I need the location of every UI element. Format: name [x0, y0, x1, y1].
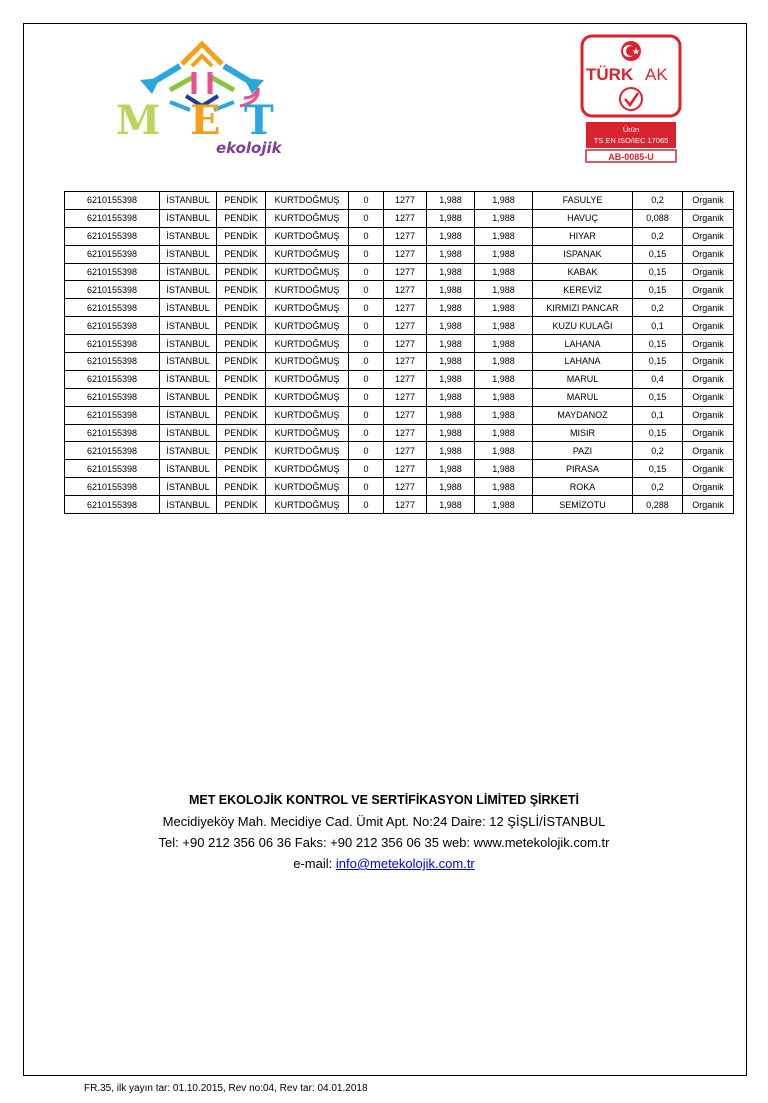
cell-province: İSTANBUL	[160, 192, 217, 210]
cell-status: Organik	[683, 245, 734, 263]
cell-product: SEMİZOTU	[533, 496, 633, 514]
logo-met-letters	[116, 97, 274, 144]
cell-area: 1,988	[427, 478, 475, 496]
cell-product: FASULYE	[533, 192, 633, 210]
cell-product: ROKA	[533, 478, 633, 496]
cell-quantity: 0,15	[633, 281, 683, 299]
cell-district: PENDİK	[217, 388, 266, 406]
cell-product: KIRMIZI PANCAR	[533, 299, 633, 317]
cell-parcel-no: 0	[349, 245, 384, 263]
cell-parcel-no: 0	[349, 424, 384, 442]
cell-status: Organik	[683, 192, 734, 210]
cell-island-no: 1277	[384, 460, 427, 478]
cell-product: ISPANAK	[533, 245, 633, 263]
cell-producer-id: 6210155398	[65, 263, 160, 281]
cell-area: 1,988	[427, 442, 475, 460]
cell-area: 1,988	[427, 353, 475, 371]
cell-parcel-no: 0	[349, 353, 384, 371]
cell-area: 1,988	[427, 209, 475, 227]
cell-organic-area: 1,988	[475, 317, 533, 335]
cell-island-no: 1277	[384, 496, 427, 514]
cell-village: KURTDOĞMUŞ	[266, 460, 349, 478]
cell-district: PENDİK	[217, 496, 266, 514]
cell-quantity: 0,15	[633, 424, 683, 442]
table-row	[65, 424, 734, 442]
cell-area: 1,988	[427, 281, 475, 299]
cell-organic-area: 1,988	[475, 370, 533, 388]
cell-area: 1,988	[427, 424, 475, 442]
cell-island-no: 1277	[384, 335, 427, 353]
logo-letter-m: M	[116, 97, 161, 144]
cell-producer-id: 6210155398	[65, 335, 160, 353]
cell-parcel-no: 0	[349, 370, 384, 388]
cell-island-no: 1277	[384, 263, 427, 281]
table-row	[65, 245, 734, 263]
logo-letter-e: E	[190, 97, 221, 144]
cell-status: Organik	[683, 460, 734, 478]
cell-quantity: 0,15	[633, 335, 683, 353]
cell-organic-area: 1,988	[475, 209, 533, 227]
cell-status: Organik	[683, 299, 734, 317]
cell-organic-area: 1,988	[475, 424, 533, 442]
cell-status: Organik	[683, 227, 734, 245]
cell-quantity: 0,15	[633, 353, 683, 371]
cell-organic-area: 1,988	[475, 281, 533, 299]
cell-village: KURTDOĞMUŞ	[266, 317, 349, 335]
cell-village: KURTDOĞMUŞ	[266, 353, 349, 371]
cell-island-no: 1277	[384, 388, 427, 406]
logo-letter-t: T	[244, 97, 274, 144]
cell-product: MAYDANOZ	[533, 406, 633, 424]
cell-village: KURTDOĞMUŞ	[266, 227, 349, 245]
cell-island-no: 1277	[384, 227, 427, 245]
cell-quantity: 0,1	[633, 317, 683, 335]
cell-status: Organik	[683, 370, 734, 388]
cell-product: HIYAR	[533, 227, 633, 245]
table-row	[65, 442, 734, 460]
cell-product: KABAK	[533, 263, 633, 281]
cell-organic-area: 1,988	[475, 442, 533, 460]
cell-organic-area: 1,988	[475, 353, 533, 371]
table-row	[65, 406, 734, 424]
cell-province: İSTANBUL	[160, 442, 217, 460]
cell-parcel-no: 0	[349, 209, 384, 227]
cell-area: 1,988	[427, 299, 475, 317]
cell-district: PENDİK	[217, 353, 266, 371]
cell-district: PENDİK	[217, 245, 266, 263]
cell-producer-id: 6210155398	[65, 388, 160, 406]
cell-village: KURTDOĞMUŞ	[266, 388, 349, 406]
cell-province: İSTANBUL	[160, 406, 217, 424]
cell-island-no: 1277	[384, 478, 427, 496]
cell-province: İSTANBUL	[160, 317, 217, 335]
cell-island-no: 1277	[384, 317, 427, 335]
logo-ekolojik-text: ekolojik	[216, 139, 282, 157]
cell-status: Organik	[683, 263, 734, 281]
cell-parcel-no: 0	[349, 442, 384, 460]
cell-district: PENDİK	[217, 263, 266, 281]
cell-district: PENDİK	[217, 424, 266, 442]
turkak-name-part1: TÜRK	[586, 65, 634, 84]
table-row	[65, 478, 734, 496]
email-label: e-mail:	[293, 856, 336, 871]
table-row	[65, 263, 734, 281]
table-row	[65, 192, 734, 210]
cell-status: Organik	[683, 442, 734, 460]
cell-district: PENDİK	[217, 299, 266, 317]
met-ekolojik-logo	[110, 36, 310, 161]
cell-district: PENDİK	[217, 317, 266, 335]
cell-area: 1,988	[427, 335, 475, 353]
cell-product: MISIR	[533, 424, 633, 442]
cell-parcel-no: 0	[349, 478, 384, 496]
cell-organic-area: 1,988	[475, 406, 533, 424]
cell-village: KURTDOĞMUŞ	[266, 245, 349, 263]
table-row	[65, 227, 734, 245]
cell-producer-id: 6210155398	[65, 370, 160, 388]
cell-status: Organik	[683, 209, 734, 227]
cell-status: Organik	[683, 496, 734, 514]
cell-province: İSTANBUL	[160, 353, 217, 371]
cell-village: KURTDOĞMUŞ	[266, 370, 349, 388]
cell-quantity: 0,1	[633, 406, 683, 424]
cell-island-no: 1277	[384, 424, 427, 442]
cell-quantity: 0,2	[633, 227, 683, 245]
cell-quantity: 0,4	[633, 370, 683, 388]
table-row	[65, 460, 734, 478]
cell-parcel-no: 0	[349, 263, 384, 281]
cell-district: PENDİK	[217, 227, 266, 245]
cell-province: İSTANBUL	[160, 227, 217, 245]
company-email-line	[0, 853, 768, 874]
cell-district: PENDİK	[217, 406, 266, 424]
cell-producer-id: 6210155398	[65, 192, 160, 210]
cell-village: KURTDOĞMUŞ	[266, 335, 349, 353]
cell-province: İSTANBUL	[160, 370, 217, 388]
producer-product-table	[64, 191, 734, 514]
cell-parcel-no: 0	[349, 299, 384, 317]
table-row	[65, 299, 734, 317]
cell-island-no: 1277	[384, 209, 427, 227]
cell-island-no: 1277	[384, 406, 427, 424]
cell-district: PENDİK	[217, 209, 266, 227]
turkak-name-part2: AK	[645, 65, 668, 84]
company-footer	[0, 790, 768, 874]
cell-producer-id: 6210155398	[65, 245, 160, 263]
cell-village: KURTDOĞMUŞ	[266, 442, 349, 460]
cell-island-no: 1277	[384, 299, 427, 317]
cell-parcel-no: 0	[349, 281, 384, 299]
cell-organic-area: 1,988	[475, 388, 533, 406]
cell-quantity: 0,2	[633, 478, 683, 496]
cell-province: İSTANBUL	[160, 478, 217, 496]
cell-district: PENDİK	[217, 281, 266, 299]
cell-district: PENDİK	[217, 370, 266, 388]
cell-organic-area: 1,988	[475, 478, 533, 496]
cell-organic-area: 1,988	[475, 192, 533, 210]
cell-product: PAZI	[533, 442, 633, 460]
cell-organic-area: 1,988	[475, 460, 533, 478]
company-contact: Tel: +90 212 356 06 36 Faks: +90 212 356 06 35 web: www.metekolojik.com.tr	[158, 835, 610, 850]
turkak-line1: Ürün	[622, 125, 640, 134]
cell-product: KUZU KULAĞI	[533, 317, 633, 335]
table-row	[65, 335, 734, 353]
cell-product: LAHANA	[533, 353, 633, 371]
cell-parcel-no: 0	[349, 460, 384, 478]
table-row	[65, 370, 734, 388]
cell-province: İSTANBUL	[160, 281, 217, 299]
cell-producer-id: 6210155398	[65, 353, 160, 371]
cell-province: İSTANBUL	[160, 245, 217, 263]
cell-village: KURTDOĞMUŞ	[266, 424, 349, 442]
cell-area: 1,988	[427, 460, 475, 478]
cell-product: HAVUÇ	[533, 209, 633, 227]
cell-product: MARUL	[533, 388, 633, 406]
company-name: MET EKOLOJİK KONTROL VE SERTİFİKASYON LİMİTED ŞİRKETİ	[188, 793, 580, 807]
table-row	[65, 281, 734, 299]
cell-status: Organik	[683, 281, 734, 299]
email-link[interactable]: info@metekolojik.com.tr	[335, 856, 475, 871]
cell-producer-id: 6210155398	[65, 496, 160, 514]
cell-area: 1,988	[427, 370, 475, 388]
cell-product: PIRASA	[533, 460, 633, 478]
company-address: Mecidiyeköy Mah. Mecidiye Cad. Ümit Apt. No:24 Daire: 12 ŞİŞLİ/İSTANBUL	[162, 814, 606, 829]
page-border	[23, 23, 747, 1076]
cell-quantity: 0,15	[633, 460, 683, 478]
cell-area: 1,988	[427, 245, 475, 263]
cell-status: Organik	[683, 388, 734, 406]
cell-village: KURTDOĞMUŞ	[266, 299, 349, 317]
cell-quantity: 0,2	[633, 192, 683, 210]
cell-producer-id: 6210155398	[65, 299, 160, 317]
cell-area: 1,988	[427, 388, 475, 406]
cell-quantity: 0,2	[633, 442, 683, 460]
form-revision-info: FR.35, ilk yayın tar: 01.10.2015, Rev no:04, Rev tar: 04.01.2018	[84, 1083, 368, 1094]
cell-province: İSTANBUL	[160, 209, 217, 227]
turkak-code: AB-0085-U	[608, 152, 654, 162]
cell-organic-area: 1,988	[475, 496, 533, 514]
cell-product: KEREVİZ	[533, 281, 633, 299]
turkish-flag-icon	[621, 41, 641, 61]
cell-parcel-no: 0	[349, 227, 384, 245]
cell-parcel-no: 0	[349, 317, 384, 335]
cell-organic-area: 1,988	[475, 335, 533, 353]
cell-producer-id: 6210155398	[65, 317, 160, 335]
cell-producer-id: 6210155398	[65, 209, 160, 227]
cell-village: KURTDOĞMUŞ	[266, 281, 349, 299]
table-row	[65, 317, 734, 335]
turkak-line2: TS EN ISO/IEC 17065	[593, 136, 669, 145]
cell-village: KURTDOĞMUŞ	[266, 406, 349, 424]
cell-village: KURTDOĞMUŞ	[266, 192, 349, 210]
table-row	[65, 209, 734, 227]
cell-quantity: 0,15	[633, 263, 683, 281]
cell-parcel-no: 0	[349, 335, 384, 353]
cell-area: 1,988	[427, 496, 475, 514]
cell-district: PENDİK	[217, 460, 266, 478]
cell-district: PENDİK	[217, 335, 266, 353]
cell-parcel-no: 0	[349, 388, 384, 406]
cell-province: İSTANBUL	[160, 299, 217, 317]
cell-area: 1,988	[427, 192, 475, 210]
cell-quantity: 0,288	[633, 496, 683, 514]
cell-organic-area: 1,988	[475, 245, 533, 263]
cell-area: 1,988	[427, 406, 475, 424]
cell-product: MARUL	[533, 370, 633, 388]
cell-district: PENDİK	[217, 192, 266, 210]
cell-organic-area: 1,988	[475, 263, 533, 281]
cell-producer-id: 6210155398	[65, 460, 160, 478]
cell-village: KURTDOĞMUŞ	[266, 209, 349, 227]
turkak-badge	[580, 34, 682, 164]
cell-district: PENDİK	[217, 442, 266, 460]
cell-province: İSTANBUL	[160, 424, 217, 442]
cell-province: İSTANBUL	[160, 388, 217, 406]
cell-village: KURTDOĞMUŞ	[266, 478, 349, 496]
cell-quantity: 0,2	[633, 299, 683, 317]
cell-producer-id: 6210155398	[65, 227, 160, 245]
cell-status: Organik	[683, 424, 734, 442]
table-row	[65, 388, 734, 406]
cell-island-no: 1277	[384, 245, 427, 263]
cell-area: 1,988	[427, 227, 475, 245]
cell-island-no: 1277	[384, 353, 427, 371]
cell-status: Organik	[683, 406, 734, 424]
cell-producer-id: 6210155398	[65, 281, 160, 299]
cell-producer-id: 6210155398	[65, 406, 160, 424]
cell-district: PENDİK	[217, 478, 266, 496]
cell-organic-area: 1,988	[475, 299, 533, 317]
cell-village: KURTDOĞMUŞ	[266, 496, 349, 514]
cell-province: İSTANBUL	[160, 263, 217, 281]
cell-parcel-no: 0	[349, 192, 384, 210]
cell-organic-area: 1,988	[475, 227, 533, 245]
cell-island-no: 1277	[384, 442, 427, 460]
cell-island-no: 1277	[384, 192, 427, 210]
cell-status: Organik	[683, 478, 734, 496]
cell-producer-id: 6210155398	[65, 442, 160, 460]
cell-parcel-no: 0	[349, 406, 384, 424]
cell-producer-id: 6210155398	[65, 424, 160, 442]
cell-quantity: 0,088	[633, 209, 683, 227]
cell-province: İSTANBUL	[160, 335, 217, 353]
cell-parcel-no: 0	[349, 496, 384, 514]
cell-quantity: 0,15	[633, 388, 683, 406]
cell-area: 1,988	[427, 263, 475, 281]
cell-island-no: 1277	[384, 281, 427, 299]
table-row	[65, 496, 734, 514]
cell-status: Organik	[683, 335, 734, 353]
cell-island-no: 1277	[384, 370, 427, 388]
cell-producer-id: 6210155398	[65, 478, 160, 496]
cell-province: İSTANBUL	[160, 496, 217, 514]
cell-quantity: 0,15	[633, 245, 683, 263]
cell-status: Organik	[683, 353, 734, 371]
cell-village: KURTDOĞMUŞ	[266, 263, 349, 281]
table-row	[65, 353, 734, 371]
cell-province: İSTANBUL	[160, 460, 217, 478]
cell-status: Organik	[683, 317, 734, 335]
cell-area: 1,988	[427, 317, 475, 335]
cell-product: LAHANA	[533, 335, 633, 353]
